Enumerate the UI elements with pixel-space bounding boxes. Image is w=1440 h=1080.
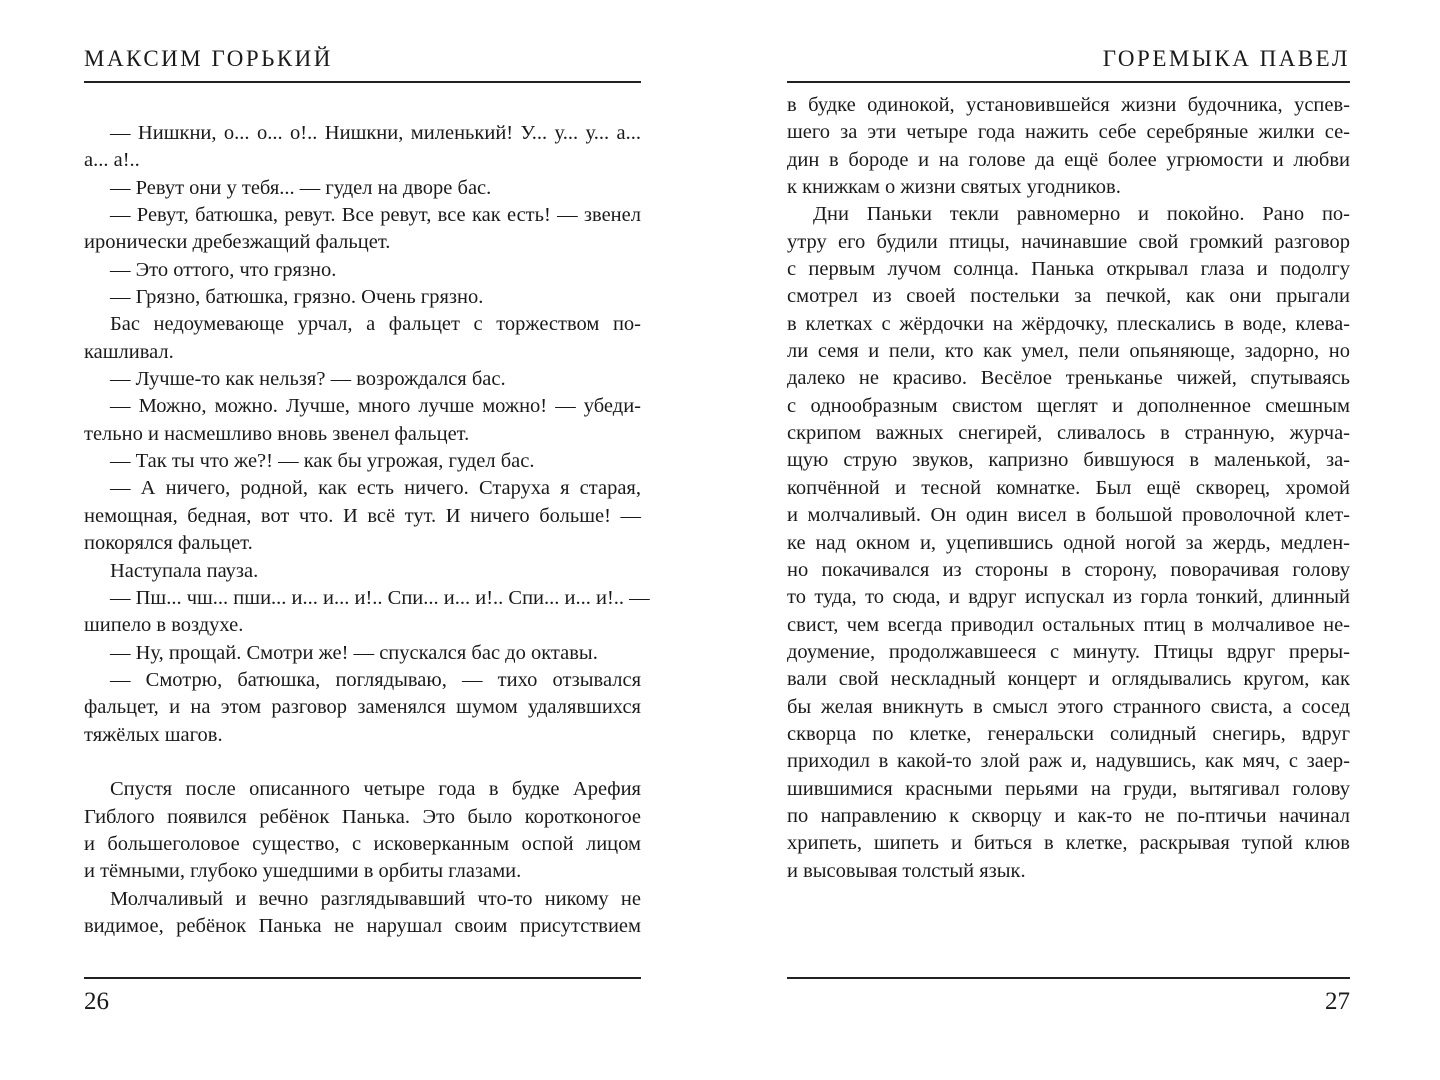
text-line: — Ревут они у тебя... — гудел на дворе бас. (110, 176, 492, 199)
text-line: приходил в какой-то злой раж и, надувшись, как мяч, с заер- (787, 750, 1350, 773)
text-line: в клетках с жёрдочки на жёрдочку, плескались в воде, клева- (787, 312, 1350, 335)
text-line: Бас недоумевающе урчал, а фальцет с торжеством по- (110, 313, 641, 336)
text-line: хрипеть, шипеть и биться в клетке, раскрывая тупой клюв (787, 832, 1350, 855)
text-line: фальцет, и на этом разговор заменялся шумом удалявшихся (84, 696, 641, 719)
text-line: с первым лучом солнца. Панька открывал глаза и подолгу (787, 258, 1350, 281)
text-line: — Пш... чш... пши... и... и... и!.. Спи... и... и!.. Спи... и... и!.. — (110, 586, 650, 609)
right-page (787, 0, 1350, 1080)
text-line: тяжёлых шагов. (84, 723, 223, 746)
page-body (84, 120, 650, 940)
text-line: кашливал. (84, 340, 174, 363)
header-rule (84, 81, 641, 83)
text-line: бы желая вникнуть в смысл этого странного свиста, а сосед (787, 695, 1350, 718)
text-line: — Ревут, батюшка, ревут. Все ревут, все как есть! — звенел (110, 204, 641, 227)
header-rule (787, 81, 1350, 83)
text-line: немощная, бедная, вот что. И всё тут. И ничего больше! — (84, 504, 641, 527)
text-line: вали свой нескладный концерт и оглядывались кругом, как (787, 668, 1350, 691)
text-line: шипело в воздухе. (84, 614, 244, 637)
text-line: иронически дребезжащий фальцет. (84, 231, 391, 254)
text-line: — Так ты что же?! — как бы угрожая, гудел бас. (110, 450, 535, 473)
text-line: дин в бороде и на голове да ещё более угрюмости и любви (787, 148, 1350, 171)
text-line: скворца по клетке, генеральски солидный снегирь, вдруг (787, 722, 1350, 745)
page-number: 27 (1325, 988, 1350, 1015)
text-line: — А ничего, родной, как есть ничего. Старуха я старая, (110, 477, 641, 500)
text-line: — Нишкни, о... о... о!.. Нишкни, миленький! У... у... у... а... (110, 122, 641, 144)
text-line: Гиблого появился ребёнок Панька. Это было коротконогое (84, 805, 641, 828)
text-line: к книжкам о жизни святых угодников. (787, 176, 1121, 199)
text-line: и высовывая толстый язык. (787, 859, 1026, 882)
text-line: и тёмными, глубоко ушедшими в орбиты глазами. (84, 860, 522, 883)
text-line: свист, чем всегда приводил остальных птиц в молчаливое не- (787, 613, 1350, 636)
text-line: доумение, продолжавшееся с минуту. Птицы вдруг преры- (787, 640, 1350, 663)
text-line: щую струю звуков, капризно бившуюся в маленькой, за- (787, 449, 1350, 472)
text-line: с однообразным свистом щеглят и дополненное смешным (787, 394, 1350, 417)
text-line: ке над окном и, уцепившись одной ногой за жердь, медлен- (787, 531, 1350, 554)
text-line: Спустя после описанного четыре года в будке Арефия (110, 778, 641, 801)
text-line: шившимися красными перьями на груди, вытягивал голову (787, 777, 1350, 800)
running-head-author: МАКСИМ ГОРЬКИЙ (84, 46, 333, 71)
text-line: скрипом важных снегирей, сливалось в странную, журча- (787, 422, 1350, 445)
text-line: покорялся фальцет. (84, 532, 253, 555)
text-line: смотрел из своей постельки за печкой, как они прыгали (787, 285, 1350, 308)
left-page (84, 0, 650, 1080)
text-line: но покачивался из стороны в сторону, поворачивая голову (787, 558, 1350, 581)
text-line: Молчаливый и вечно разглядывавший что-то никому не (110, 887, 641, 910)
text-line: — Смотрю, батюшка, поглядываю, — тихо отзывался (110, 668, 641, 691)
text-line: видимое, ребёнок Панька не нарушал своим присутствием (84, 914, 641, 937)
running-head-title: ГОРЕМЫКА ПАВЕЛ (1102, 46, 1350, 71)
text-line: далеко не красиво. Весёлое треньканье чижей, спутываясь (787, 367, 1350, 390)
text-line: утру его будили птицы, начинавшие свой громкий разговор (787, 230, 1350, 253)
footer-rule (787, 977, 1350, 979)
text-line: — Грязно, батюшка, грязно. Очень грязно. (110, 286, 484, 309)
text-line: — Лучше-то как нельзя? — возрождался бас. (110, 368, 506, 391)
text-line: копчённой и тесной комнатке. Был ещё скворец, хромой (787, 476, 1350, 499)
text-line: — Можно, можно. Лучше, много лучше можно! — убеди- (110, 395, 641, 418)
text-line: тельно и насмешливо вновь звенел фальцет. (84, 422, 470, 445)
page-body (787, 92, 1350, 885)
page-number: 26 (84, 988, 109, 1015)
text-line: в будке одинокой, установившейся жизни будочника, успев- (787, 94, 1350, 116)
text-line: — Ну, прощай. Смотри же! — спускался бас до октавы. (110, 641, 598, 664)
text-line: ли семя и пели, кто как умел, пели опьяняюще, задорно, но (787, 340, 1350, 363)
text-line: Наступала пауза. (110, 559, 259, 582)
text-line: по направлению к скворцу и как-то не по-птичьи начинал (787, 804, 1350, 827)
text-line: и молчаливый. Он один висел в большой проволочной клет- (787, 504, 1350, 527)
text-line: Дни Паньки текли равномерно и покойно. Рано по- (813, 203, 1350, 226)
text-line: — Это оттого, что грязно. (110, 258, 337, 281)
text-line: а... а!.. (84, 149, 140, 172)
text-line: шего за эти четыре года нажить себе серебряные жилки се- (787, 121, 1350, 144)
text-line: и большеголовое существо, с исковерканным оспой лицом (84, 832, 641, 855)
text-line: то туда, то сюда, и вдруг испускал из горла тонкий, длинный (787, 586, 1350, 609)
footer-rule (84, 977, 641, 979)
